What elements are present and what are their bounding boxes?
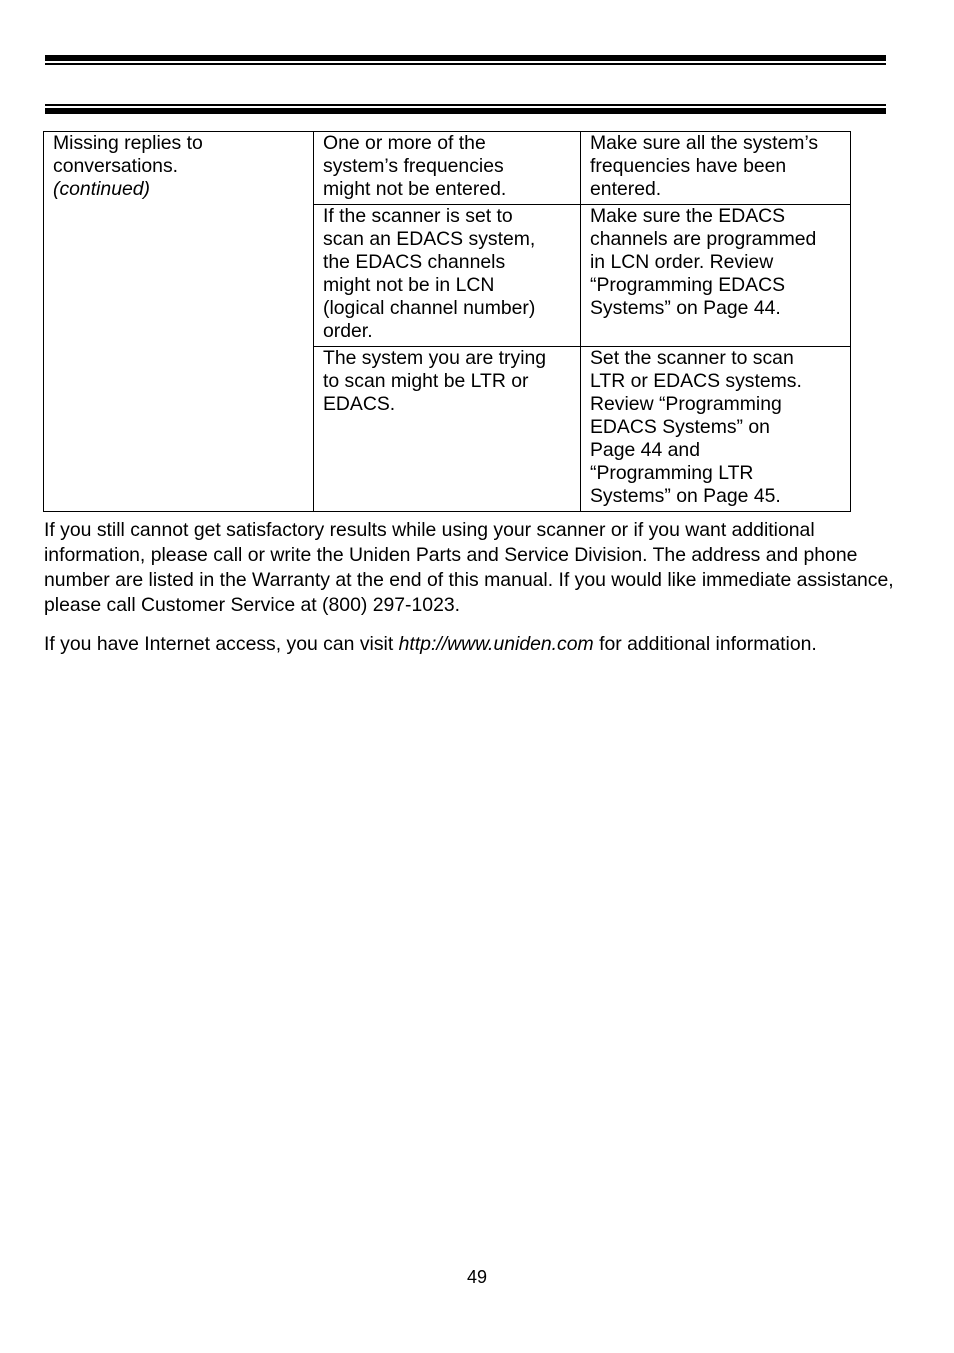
header-rule	[45, 55, 886, 65]
remedy-cell	[581, 205, 851, 347]
cause-cell	[314, 205, 581, 347]
cause-text: The system you are trying to scan might be LTR or EDACS.	[323, 347, 547, 415]
internet-text-before: If you have Internet access, you can visit	[44, 633, 399, 655]
table-row	[44, 132, 851, 205]
remedy-text: Make sure all the system’s frequencies have been entered.	[590, 132, 819, 200]
remedy-text: Make sure the EDACS channels are programmed in LCN order. Review “Programming EDACS Systems” on Page 44.	[590, 205, 817, 319]
cause-cell	[314, 132, 581, 205]
remedy-cell	[581, 132, 851, 205]
continued-label: (continued)	[53, 178, 151, 200]
remedy-text: Set the scanner to scan LTR or EDACS systems. Review “Programming EDACS Systems” on Page 44 and “Programming LTR Systems” on Page 45.	[590, 347, 802, 507]
symptom-text: Missing replies to conversations.	[53, 132, 203, 177]
symptom-cell	[44, 132, 314, 512]
internet-text-after: for additional information.	[593, 633, 817, 655]
remedy-cell	[581, 347, 851, 512]
section-rule	[45, 104, 886, 114]
cause-text: If the scanner is set to scan an EDACS system, the EDACS channels might not be in LCN (logical channel number) order.	[323, 205, 536, 342]
service-paragraph: If you still cannot get satisfactory results while using your scanner or if you want additional information, please call or write the Uniden Parts and Service Division. The address and phone number are listed in the Warranty at the end of this manual. If you would like immediate assistance, please call Customer Service at (800) 297-1023.	[44, 519, 894, 616]
cause-text: One or more of the system’s frequencies might not be entered.	[323, 132, 507, 200]
cause-cell	[314, 347, 581, 512]
website-link[interactable]: http://www.uniden.com	[398, 633, 594, 655]
troubleshooting-table	[43, 131, 851, 512]
page-number: 49	[466, 1267, 488, 1287]
internet-paragraph	[44, 632, 894, 657]
